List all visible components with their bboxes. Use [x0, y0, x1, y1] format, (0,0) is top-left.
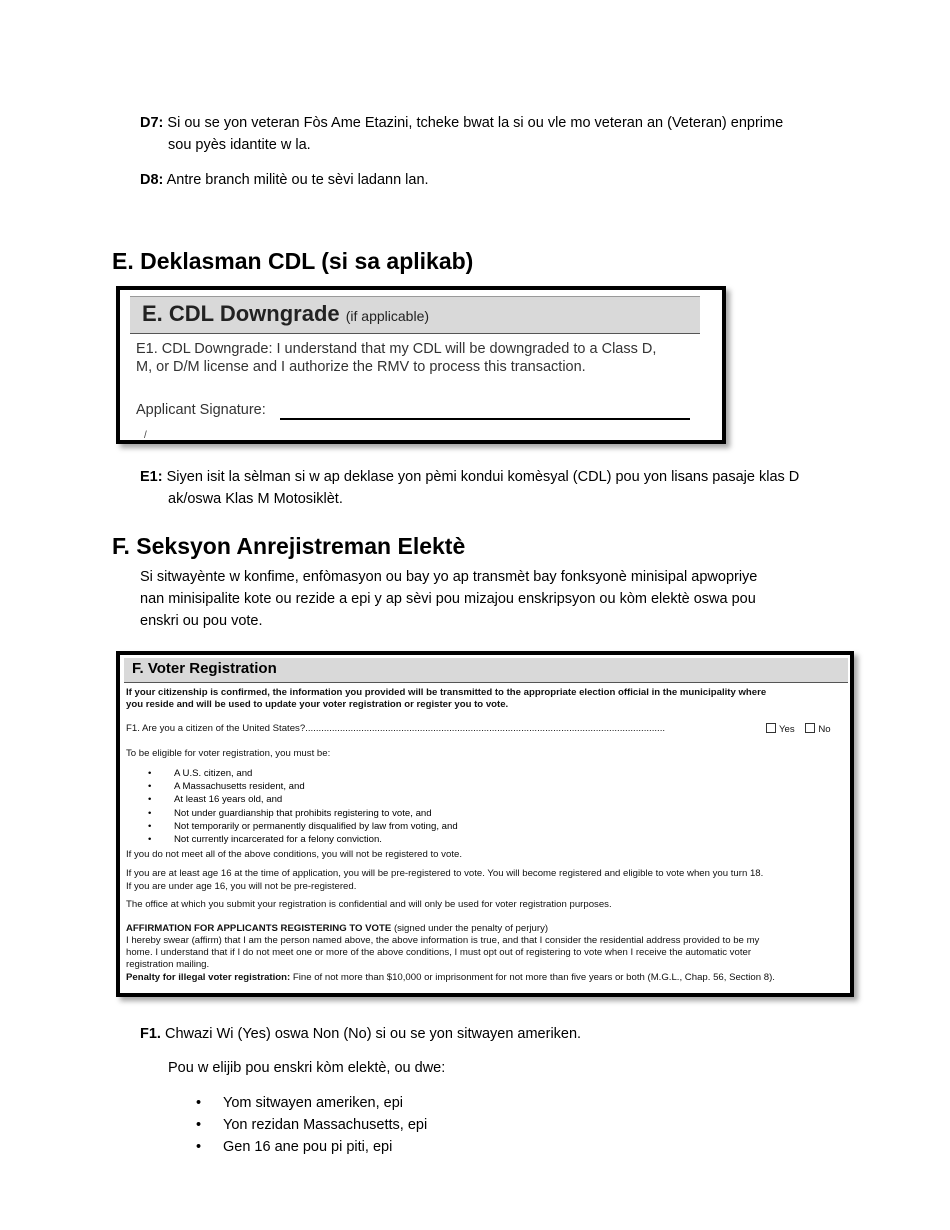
cdl-form-header	[130, 296, 700, 334]
eligibility-bullets	[196, 1092, 427, 1158]
vr-affirmation-heading	[126, 923, 548, 935]
list-item: • A Massachusetts resident, and	[148, 780, 458, 793]
paragraph-d7	[140, 112, 860, 156]
d7-text-line1: Si ou se yon veteran Fòs Ame Etazini, tcheke bwat la si ou vle mo veteran an (Veteran) enprime	[167, 115, 784, 131]
vr-penalty-text: Fine of not more than $10,000 or imprisonment for not more than five years or both (M.G.L., Chap. 56, Section 8).	[292, 972, 775, 983]
vr-age16: If you are at least age 16 at the time of application, you will be pre-registered to vote. You will become registered and eligible to vote when you turn 18.	[126, 868, 764, 879]
list-item: • Gen 16 ane pou pi piti, epi	[196, 1136, 427, 1158]
vr-affirm-sub: (signed under the penalty of perjury)	[393, 923, 549, 934]
cdl-downgrade-form-image	[116, 286, 726, 444]
f1-label: F1.	[140, 1026, 161, 1042]
intro-line1: Si sitwayènte w konfime, enfòmasyon ou bay yo ap transmèt bay fonksyonè minisipal apwopriye	[140, 569, 758, 585]
e1-label: E1:	[140, 469, 163, 485]
cdl-statement-line1: E1. CDL Downgrade: I understand that my CDL will be downgraded to a Class D,	[136, 341, 657, 357]
vr-affirm-line3: registration mailing.	[126, 959, 210, 970]
section-e-heading: E. Deklasman CDL (si sa aplikab)	[112, 248, 474, 274]
cdl-signature-line	[280, 418, 690, 420]
e1-text-line2: ak/oswa Klas M Motosiklèt.	[168, 491, 343, 507]
vr-penalty-label: Penalty for illegal voter registration:	[126, 972, 291, 983]
vr-form-header	[124, 658, 848, 683]
yes-checkbox[interactable]	[766, 723, 776, 733]
vr-affirm-line2: home. I understand that if I do not meet one or more of the above conditions, I must opt out of registering to vote when I receive the automatic voter	[126, 947, 752, 958]
vr-confidential: The office at which you submit your registration is confidential and will only be used for voter registration purposes.	[126, 899, 612, 910]
cdl-statement-line2: M, or D/M license and I authorize the RMV to process this transaction.	[136, 359, 586, 375]
vr-confirm-line2: you reside and will be used to update your voter registration or register you to vote.	[126, 699, 509, 710]
vr-f1-question: F1. Are you a citizen of the United States?.......................................................................................................................................	[126, 723, 666, 734]
vr-requirements-list	[148, 767, 458, 846]
no-label: No	[818, 724, 831, 735]
vr-under16: If you are under age 16, you will not be pre-registered.	[126, 881, 357, 892]
yes-label: Yes	[779, 724, 795, 735]
cdl-crop-mark: /	[144, 430, 147, 441]
d7-label: D7:	[140, 115, 164, 131]
d8-text: Antre branch militè ou te sèvi ladann lan.	[166, 172, 429, 188]
cdl-form-subtitle: (if applicable)	[345, 308, 430, 324]
paragraph-e1	[140, 466, 860, 510]
list-item: • At least 16 years old, and	[148, 793, 458, 806]
cdl-form-statement	[136, 340, 706, 376]
no-checkbox[interactable]	[805, 723, 815, 733]
vr-not-meet: If you do not meet all of the above conditions, you will not be registered to vote.	[126, 849, 462, 860]
list-item: • Not temporarily or permanently disqualified by law from voting, and	[148, 820, 458, 833]
d8-label: D8:	[140, 172, 164, 188]
section-f-heading: F. Seksyon Anrejistreman Elektè	[112, 533, 466, 559]
vr-form-title: F. Voter Registration	[132, 660, 277, 677]
list-item: • Yom sitwayen ameriken, epi	[196, 1092, 427, 1114]
e1-text-line1: Siyen isit la sèlman si w ap deklase yon pèmi kondui komèsyal (CDL) pou yon lisans pasaje klas D	[166, 469, 800, 485]
list-item: • Not under guardianship that prohibits registering to vote, and	[148, 807, 458, 820]
section-f-intro	[140, 566, 860, 632]
eligible-text: Pou w elijib pou enskri kòm elektè, ou dwe:	[168, 1060, 446, 1076]
vr-citizen-checkboxes	[766, 723, 831, 736]
list-item: • Yon rezidan Massachusetts, epi	[196, 1114, 427, 1136]
f1-text: Chwazi Wi (Yes) oswa Non (No) si ou se yon sitwayen ameriken.	[164, 1026, 582, 1042]
vr-penalty	[126, 972, 775, 984]
d7-text-line2: sou pyès idantite w la.	[168, 137, 311, 153]
intro-line3: enskri ou pou vote.	[140, 613, 263, 629]
list-item: • A U.S. citizen, and	[148, 767, 458, 780]
vr-confirm-line1: If your citizenship is confirmed, the information you provided will be transmitted to the appropriate election official in the municipality where	[126, 687, 767, 698]
voter-registration-form-image	[116, 651, 854, 997]
list-item: • Not currently incarcerated for a felony conviction.	[148, 833, 458, 846]
paragraph-f1	[140, 1023, 860, 1045]
vr-affirm-title: AFFIRMATION FOR APPLICANTS REGISTERING TO VOTE	[126, 923, 392, 934]
vr-eligible-intro: To be eligible for voter registration, you must be:	[126, 748, 331, 759]
cdl-signature-label: Applicant Signature:	[136, 402, 266, 418]
intro-line2: nan minisipalite kote ou rezide a epi y ap sèvi pou mizajou enskripsyon ou kòm elektè oswa pou	[140, 591, 756, 607]
cdl-form-title: E. CDL Downgrade (if applicable)	[142, 301, 430, 326]
paragraph-d8	[140, 169, 860, 191]
vr-affirm-line1: I hereby swear (affirm) that I am the person named above, the above information is true, and that I consider the residential address provided to be my	[126, 935, 760, 946]
